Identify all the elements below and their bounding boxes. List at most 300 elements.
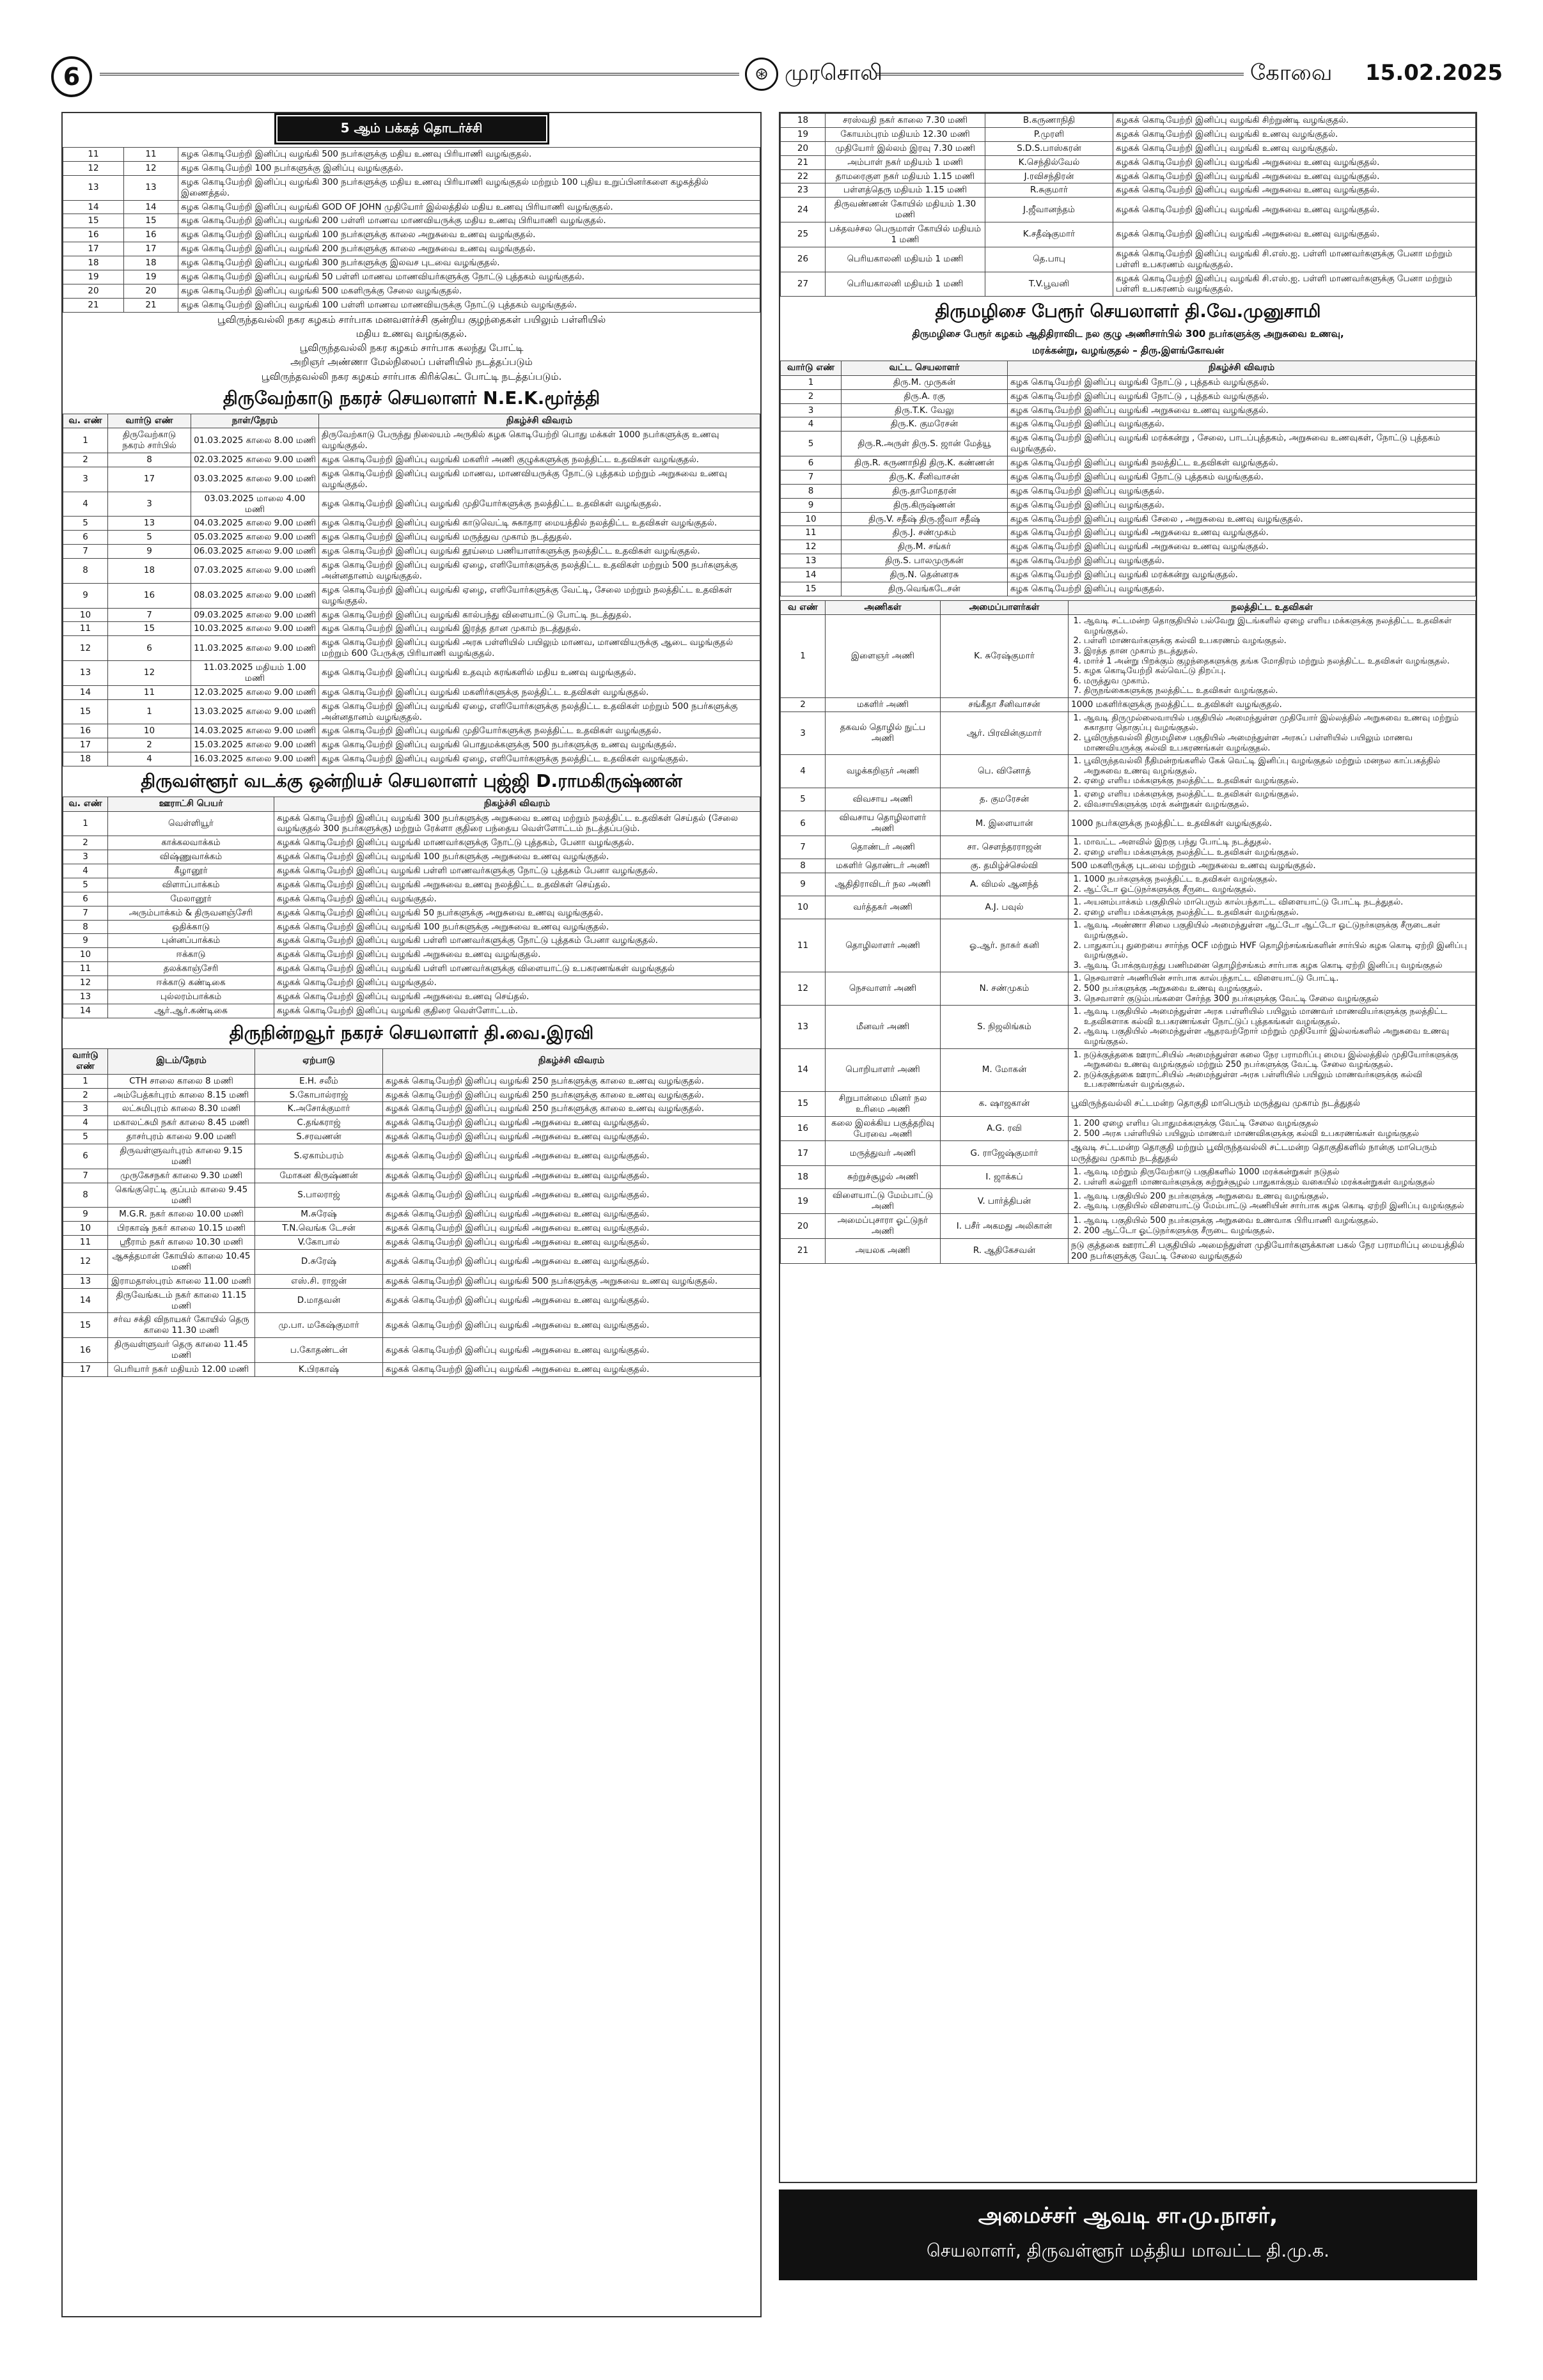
table-cell: கழகக் கொடியேற்றி இனிப்பு வழங்கி உணவு வழங்குதல். [1113, 127, 1476, 141]
table-cell: J.ரவிசந்திரன் [985, 169, 1113, 183]
table-cell: T.V.பூவனி [985, 272, 1113, 297]
table-cell: 14 [781, 568, 842, 582]
table-cell: 11 [108, 685, 191, 699]
table-cell: 6 [63, 1144, 108, 1169]
table-cell: S. நிஜலிங்கம் [941, 1006, 1069, 1048]
note-2: மதிய உணவு வழங்குதல். [356, 327, 467, 339]
list-item: 7. திருநங்கைகளுக்கு நலத்திட்ட உதவிகள் வழங்குதல். [1084, 686, 1473, 696]
table-cell: 12 [781, 972, 826, 1006]
table-cell: கழக கொடியேற்றி இனிப்பு வழங்கி நோட்டு , புத்தகம் வழங்குதல். [1008, 375, 1476, 389]
table-cell: S.பாலராஜ் [255, 1183, 383, 1208]
table-cell: 9 [781, 498, 842, 512]
table-cell: 25 [781, 222, 826, 247]
table-cell: 1 [781, 375, 842, 389]
table-row [63, 428, 760, 453]
header-rule-right [876, 73, 1244, 75]
table-cell: கழகக் கொடியேற்றி இனிப்பு வழங்கி உணவு வழங்குதல். [1113, 141, 1476, 155]
edition-place: கோவை [1250, 60, 1333, 86]
table-cell: 3 [108, 492, 191, 517]
col-header: அணிகள் [826, 600, 941, 615]
table-row [781, 114, 1476, 128]
list-item: 1. 200 ஏழை எளிய பொதுமக்களுக்கு வேட்டி சேலை வழங்குதல் [1084, 1119, 1473, 1129]
table-cell: 2 [781, 389, 842, 403]
table-cell: திரு.வெங்கடேசன் [842, 582, 1008, 596]
table-cell: தெ.பாபு [985, 247, 1113, 272]
table-cell: 15 [108, 622, 191, 636]
table-row [781, 432, 1476, 456]
table-cell: 19 [124, 270, 178, 284]
list-item: 3. நெசவாளர் குடும்பங்களை சேர்ந்த 300 நபர்களுக்கு வேட்டி சேலை வழங்குதல் [1084, 994, 1473, 1004]
table-row [781, 375, 1476, 389]
table-cell: கழக கொடியேற்றி இனிப்பு வழங்கி ஏழை, எளியோர்களுக்கு நலத்திட்ட உதவிகள் மற்றும் 500 நபர்களுக்கு அன்னதானம் வழங்குதல். [319, 559, 760, 584]
table-cell: அம்பாள் நகர் மதியம் 1 மணி [826, 155, 985, 169]
table-cell: திருவேற்காடு நகரம் சார்பில் [108, 428, 191, 453]
table-cell: கழக கொடியேற்றி இனிப்பு வழங்கி ஏழை, எளியோர்களுக்கு வேட்டி, சேலை மற்றும் நலத்திட்ட உதவிகள் வழங்குதல். [319, 583, 760, 608]
table-cell: திரு.K. சீனிவாசன் [842, 470, 1008, 484]
benefit-list [1084, 898, 1473, 917]
list-item: 2. 500 நபர்களுக்கு அறுசுவை உணவு வழங்குதல். [1084, 984, 1473, 994]
table-cell [1069, 919, 1476, 972]
list-item: 1. அயனம்பாக்கம் பகுதியில் மாபெரும் கால்பந்தாட்ட விளையாட்டு போட்டி நடத்துதல். [1084, 898, 1473, 908]
table-cell: 21 [781, 1238, 826, 1263]
table-cell: திரு.N. தென்னரசு [842, 568, 1008, 582]
table-cell: சங்கீதா சீனிவாசன் [941, 698, 1069, 712]
table-cell: கழக கொடியேற்றி இனிப்பு வழங்கி அறுசுவை உணவு வழங்குதல். [1008, 540, 1476, 554]
table-cell: 18 [781, 1166, 826, 1189]
table-row [781, 554, 1476, 568]
table-cell: பெரியார் நகர் மதியம் 12.00 மணி [108, 1362, 255, 1376]
table-cell: அம்பேத்கர்புரம் காலை 8.15 மணி [108, 1088, 255, 1102]
table-row [63, 1088, 760, 1102]
table-cell: கழக கொடியேற்றி இனிப்பு வழங்கி 300 நபர்களுக்கு இலவச புடவை வழங்குதல். [178, 256, 760, 270]
table-cell: பூவிருந்தவல்லி சட்டமன்ற தொகுதி மாபெரும் மருத்துவ முகாம் நடத்துதல் [1069, 1091, 1476, 1116]
table-cell: மகாலட்சுமி நகர் காலை 8.45 மணி [108, 1116, 255, 1130]
table-cell: 9 [63, 934, 108, 948]
list-item: 1. 1000 நபர்களுக்கு நலத்திட்ட உதவிகள் வழங்குதல். [1084, 875, 1473, 885]
table-cell: M.G.R. நகர் காலை 10.00 மணி [108, 1208, 255, 1222]
table-cell: கழகக் கொடியேற்றி இனிப்பு வழங்கி சி.எஸ்.ஐ. பள்ளி மாணவர்களுக்கு பேனா மற்றும் பள்ளி உபகரணம் வழங்குதல். [1113, 272, 1476, 297]
table-cell: 22 [781, 169, 826, 183]
table-cell: கோயம்புரம் மதியம் 12.30 மணி [826, 127, 985, 141]
table-cell [1069, 615, 1476, 698]
col-header: நிகழ்ச்சி விவரம் [274, 797, 760, 812]
table-cell: கழக கொடியேற்றி இனிப்பு வழங்கி ஏழை, எளியோர்களுக்கு நலத்திட்ட உதவிகள் வழங்குதல். [319, 752, 760, 766]
table-cell: ஒதிக்காடு [108, 920, 274, 934]
table-cell: 4 [63, 864, 108, 878]
col-header: நிகழ்ச்சி விவரம் [1008, 361, 1476, 376]
table-cell: இராமதாஸ்புரம் காலை 11.00 மணி [108, 1274, 255, 1288]
table-cell: 9 [108, 545, 191, 559]
table-thiruninravur [63, 1048, 760, 1377]
table-cell: 13.03.2025 காலை 9.00 மணி [191, 699, 319, 724]
table-cell: கழகக் கொடியேற்றி இனிப்பு வழங்கி அறுசுவை உணவு வழங்குதல். [274, 948, 760, 962]
table-cell: 15 [63, 1313, 108, 1338]
table-cell: K. சுரேஷ்குமார் [941, 615, 1069, 698]
table-cell: 11 [63, 148, 124, 162]
table-cell: பொறியாளர் அணி [826, 1048, 941, 1091]
table-row [781, 836, 1476, 859]
table-cell: மகளிர் அணி [826, 698, 941, 712]
table-cell: கழக கொடியேற்றி இனிப்பு வழங்கி அறுசுவை உணவு வழங்குதல். [1008, 403, 1476, 417]
left-column [61, 112, 762, 2317]
list-item: 2. விவசாயிகளுக்கு மரக் கன்றுகள் வழங்குதல். [1084, 800, 1473, 810]
table-cell: K.பிரகாஷ் [255, 1362, 383, 1376]
table-cell: ஈக்காடு [108, 948, 274, 962]
table-cell: கழக கொடியேற்றி இனிப்பு வழங்குதல். [1008, 484, 1476, 498]
table-cell: தாசர்புரம் காலை 9.00 மணி [108, 1130, 255, 1144]
table-cell: கழக கொடியேற்றி இனிப்பு வழங்கி நோட்டு , புத்தகம் வழங்குதல். [1008, 389, 1476, 403]
table-cell: C.தங்கராஜ் [255, 1116, 383, 1130]
table-cell: 2 [108, 738, 191, 752]
table-row [63, 962, 760, 976]
table-cell: 6 [781, 456, 842, 471]
right-column [779, 112, 1477, 2183]
table-cell: திருவேங்கடம் நகர் காலை 11.15 மணி [108, 1288, 255, 1313]
table-row [781, 896, 1476, 919]
benefit-list [1084, 921, 1473, 970]
table-cell [1069, 873, 1476, 896]
table-row [63, 492, 760, 517]
table-cell: அமைப்புசாரா ஓட்டுநர் அணி [826, 1214, 941, 1239]
list-item: 2. ஏழை எளிய மக்களுக்கு நலத்திட்ட உதவிகள் வழங்குதல். [1084, 908, 1473, 918]
table-row [63, 200, 760, 214]
table-cell: 8 [781, 484, 842, 498]
table-cell: புன்னப்பாக்கம் [108, 934, 274, 948]
table-cell: 18 [63, 256, 124, 270]
table-cell: முதியோர் இல்லம் இரவு 7.30 மணி [826, 141, 985, 155]
table-cell: 21 [63, 298, 124, 312]
col-header: ஊராட்சி பெயர் [108, 797, 274, 812]
table-cell: கழகக் கொடியேற்றி இனிப்பு வழங்கி சி.எஸ்.ஐ. பள்ளி மாணவர்களுக்கு பேனா மற்றும் பள்ளி உபகரணம் வழங்குதல். [1113, 247, 1476, 272]
table-cell: 02.03.2025 காலை 9.00 மணி [191, 453, 319, 467]
table-cell: கழக கொடியேற்றி இனிப்பு வழங்கி 300 நபர்களுக்கு மதிய உணவு பிரியாணி வழங்குதல் மற்றும் 100 புதிய உறுப்பினர்களை கழகத்தில் இணைத்தல். [178, 175, 760, 200]
table-row [781, 1091, 1476, 1116]
table-cell: 11 [781, 919, 826, 972]
table-cell: M. மோகன் [941, 1048, 1069, 1091]
table-cell: K.சதீஷ்குமார் [985, 222, 1113, 247]
table-cell: ஆர்.ஆர்.கண்டிகை [108, 1004, 274, 1018]
table-cell: R. ஆதிகேசவன் [941, 1238, 1069, 1263]
table-cell: கழக கொடியேற்றி இனிப்பு வழங்கி மாணவ, மாணவியருக்கு நோட்டு புத்தகம் மற்றும் அறுசுவை உணவு வழங்குதல். [319, 467, 760, 492]
table-cell: திரு.K. குமரேசன் [842, 417, 1008, 432]
table-cell: 12 [63, 976, 108, 990]
table-cell: கழகக் கொடியேற்றி இனிப்பு வழங்கி அறுசுவை உணவு வழங்குதல். [383, 1144, 760, 1169]
table-cell: கழகக் கொடியேற்றி இனிப்பு வழங்கி அறுசுவை உணவு வழங்குதல். [1113, 183, 1476, 198]
list-item: 1. ஆவடி பகுதியில் 500 நபர்களுக்கு அறுசுவை உணவாக பிரியாணி வழங்குதல். [1084, 1216, 1473, 1226]
table-cell: 6 [781, 811, 826, 836]
table-row [63, 1102, 760, 1116]
table-cell: 16 [781, 1116, 826, 1141]
note-3: பூவிருந்தவல்லி நகர கழகம் சார்பாக கலந்து போட்டி [299, 342, 524, 354]
table-cell: 17 [781, 1141, 826, 1166]
table-cell: 17 [63, 738, 108, 752]
table-row [63, 1236, 760, 1250]
table-cell: T.N.வெங்க டேசன் [255, 1222, 383, 1236]
table-cell: 2 [781, 698, 826, 712]
table-row [781, 540, 1476, 554]
table-cell: கழக கொடியேற்றி இனிப்பு வழங்கி கால்பந்து விளையாட்டு போட்டி நடத்துதல். [319, 608, 760, 622]
table-row [63, 228, 760, 242]
table-row [63, 559, 760, 584]
section-title-thiruninravur: திருநின்றவூர் நகரச் செயலாளர் தி.வை.இரவி [229, 1022, 594, 1043]
table-row [63, 453, 760, 467]
table-cell: கழக கொடியேற்றி இனிப்பு வழங்கி 100 பள்ளி மாணவ மாணவியருக்கு நோட்டு புத்தகம் வழங்குதல். [178, 298, 760, 312]
table-cell: 1 [63, 428, 108, 453]
table-cell: 14 [63, 200, 124, 214]
table-row [63, 270, 760, 284]
table-cell: S.கோபால்ராஜ் [255, 1088, 383, 1102]
table-cell: B.கருணாநிதி [985, 114, 1113, 128]
table-cell: 13 [781, 554, 842, 568]
table-cell: விவசாய தொழிலாளர் அணி [826, 811, 941, 836]
col-header: நாள்/நேரம் [191, 414, 319, 428]
table-cell: 7 [108, 608, 191, 622]
table-row [63, 976, 760, 990]
table-cell: கு. தமிழ்ச்செல்வி [941, 859, 1069, 873]
table-cell: 5 [781, 432, 842, 456]
table-cell: கழகக் கொடியேற்றி இனிப்பு வழங்கி அறுசுவை உணவு வழங்குதல். [383, 1130, 760, 1144]
table-row [781, 1006, 1476, 1048]
benefit-list [1084, 1216, 1473, 1236]
table-row [63, 531, 760, 545]
list-item: 1. ஆவடி மற்றும் திருவேற்காடு பகுதிகளில் 1000 மரக்கன்றுகள் நடுதல் [1084, 1167, 1473, 1178]
section-subtitle-line-1: திருமழிசை பேரூர் கழகம் ஆதிதிராவிட நல குழு அணிசார்பில் 300 நபர்களுக்கு அறுசுவை உணவு, [912, 328, 1344, 340]
col-header: வ. எண் [63, 797, 108, 812]
list-item: 2. பள்ளி கல்லூரி மாணவர்களுக்கு சுற்றுச்சூழல் பாதுகாக்கும் வகையில் மரக்கன்றுகள் வழங்குதல் [1084, 1178, 1473, 1188]
list-item: 2. 500 அரசு பள்ளியில் பயிலும் மாணவர் மாணவிகளுக்கு கல்வி உபகரணங்கள் வழங்குதல் [1084, 1129, 1473, 1139]
table-cell: திருவேற்காடு பேருந்து நிலையம் அருகில் கழக கொடியேற்றி பொது மக்கள் 1000 நபர்களுக்கு உணவு வழங்குதல். [319, 428, 760, 453]
table-row [781, 484, 1476, 498]
table-cell: 16 [108, 583, 191, 608]
table-row [781, 1166, 1476, 1189]
table-cell: 14 [63, 685, 108, 699]
table-cell: பிரகாஷ் நகர் காலை 10.15 மணி [108, 1222, 255, 1236]
table-cell: M. இளையான் [941, 811, 1069, 836]
table-row [781, 526, 1476, 540]
table-row [781, 972, 1476, 1006]
table-cell: நெசவாளர் அணி [826, 972, 941, 1006]
table-cell: கழக கொடியேற்றி இனிப்பு வழங்கி தூய்மை பணியாளர்களுக்கு நலத்திட்ட உதவிகள் வழங்குதல். [319, 545, 760, 559]
list-item: 4. மார்ச் 1 அன்று பிறக்கும் குழந்தைகளுக்கு தங்க மோதிரம் மற்றும் நலத்திட்ட உதவிகள் வழங்குதல். [1084, 657, 1473, 667]
table-cell: 3 [63, 467, 108, 492]
table-cell: சா. சௌந்தரராஜன் [941, 836, 1069, 859]
table-cell [1069, 788, 1476, 811]
table-cell: 18 [124, 256, 178, 270]
table-cell: 1 [63, 811, 108, 836]
table-cell: 10.03.2025 காலை 9.00 மணி [191, 622, 319, 636]
table-row [781, 1238, 1476, 1263]
table-cell: லட்சுமிபுரம் காலை 8.30 மணி [108, 1102, 255, 1116]
table-cell [1069, 1116, 1476, 1141]
table-row [63, 256, 760, 270]
table-cell: 26 [781, 247, 826, 272]
table-cell: 11 [63, 622, 108, 636]
list-item: 1. ஆவடி பகுதியில் 200 நபர்களுக்கு அறுசுவை உணவு வழங்குதல். [1084, 1192, 1473, 1202]
table-wards-11-21 [63, 147, 760, 313]
table-row [781, 417, 1476, 432]
table-row [63, 1222, 760, 1236]
table-cell: கழக கொடியேற்றி இனிப்பு வழங்குதல். [1008, 417, 1476, 432]
table-cell: 15.03.2025 காலை 9.00 மணி [191, 738, 319, 752]
table-cell: கழக கொடியேற்றி இனிப்பு வழங்கி முதியோர்களுக்கு நலத்திட்ட உதவிகள் வழங்குதல். [319, 724, 760, 738]
col-header: வார்டு எண் [781, 361, 842, 376]
table-cell: 03.03.2025 காலை 9.00 மணி [191, 467, 319, 492]
table-row [63, 1144, 760, 1169]
table-cell: இளைஞர் அணி [826, 615, 941, 698]
col-header: வார்டு எண் [63, 1048, 108, 1074]
table-cell: 13 [63, 175, 124, 200]
table-row [63, 892, 760, 906]
table-cell: R.சுகுமார் [985, 183, 1113, 198]
table-cell: திரு.M. சங்கர் [842, 540, 1008, 554]
table-cell: கழக கொடியேற்றி இனிப்பு வழங்கி 50 பள்ளி மாணவ மாணவியர்களுக்கு நோட்டு புத்தகம் வழங்குதல். [178, 270, 760, 284]
table-cell: கழகக் கொடியேற்றி இனிப்பு வழங்கி குதிரை வெள்ளோட்டம். [274, 1004, 760, 1018]
table-cell: 1 [108, 699, 191, 724]
table-cell: ஸ்ரீராம் நகர் காலை 10.30 மணி [108, 1236, 255, 1250]
table-row [63, 699, 760, 724]
table-cell: மீனவர் அணி [826, 1006, 941, 1048]
table-row [63, 836, 760, 850]
table-cell: கழக கொடியேற்றி இனிப்பு வழங்கி அரசு பள்ளியில் பயிலும் மாணவ, மாணவியருக்கு ஆடை வழங்குதல் மற்றும் 600 பேருக்கு பிரியாணி வழங்குதல். [319, 636, 760, 661]
table-cell [1069, 755, 1476, 788]
table-cell: I. ஜாக்கப் [941, 1166, 1069, 1189]
table-cell: கழகக் கொடியேற்றி இனிப்பு வழங்கி அறுசுவை உணவு வழங்குதல். [1113, 198, 1476, 222]
table-cell: 12.03.2025 காலை 9.00 மணி [191, 685, 319, 699]
table-cell: புல்லரம்பாக்கம் [108, 990, 274, 1004]
benefit-list [1084, 789, 1473, 809]
table-cell: கழக கொடியேற்றி இனிப்பு வழங்கி 200 நபர்களுக்கு காலை அறுசுவை உணவு வழங்குதல். [178, 242, 760, 256]
table-cell: கழக கொடியேற்றி இனிப்பு வழங்குதல். [1008, 582, 1476, 596]
table-cell: வர்த்தகர் அணி [826, 896, 941, 919]
table-cell: திருவள்ளுவர்புரம் காலை 9.15 மணி [108, 1144, 255, 1169]
table-row [63, 661, 760, 686]
list-item: 6. மருத்துவ முகாம். [1084, 676, 1473, 687]
table-cell: 03.03.2025 மாலை 4.00 மணி [191, 492, 319, 517]
table-cell: சுற்றுச்சூழல் அணி [826, 1166, 941, 1189]
table-row [781, 712, 1476, 754]
table-row [63, 1183, 760, 1208]
table-cell: 11 [63, 1236, 108, 1250]
table-row [781, 198, 1476, 222]
table-cell: கழகக் கொடியேற்றி இனிப்பு வழங்கி 250 நபர்களுக்கு காலை உணவு வழங்குதல். [383, 1074, 760, 1088]
table-cell: பெரியகாலனி மதியம் 1 மணி [826, 247, 985, 272]
table-cell: N. சண்முகம் [941, 972, 1069, 1006]
edition-date: 15.02.2025 [1365, 60, 1503, 86]
benefit-list [1084, 1119, 1473, 1139]
table-cell: நடு குத்தகை ஊராட்சி பகுதியில் அமைந்துள்ள முதியோர்களுக்கான பகல் நேர பராமரிப்பு மையத்தில் 200 நபர்களுக்கு வேட்டி சேலை வழங்குதல் [1069, 1238, 1476, 1263]
table-cell: 14 [124, 200, 178, 214]
table-cell: கீழானூர் [108, 864, 274, 878]
table-row [63, 636, 760, 661]
section-title-thiruverkadu: திருவேற்காடு நகரச் செயலாளர் N.E.K.மூர்த்தி [223, 387, 600, 408]
table-cell: கழக கொடியேற்றி இனிப்பு வழங்கி நோட்டு புத்தகம் வழங்குதல். [1008, 470, 1476, 484]
table-cell: 10 [781, 512, 842, 526]
table-cell: 01.03.2025 காலை 8.00 மணி [191, 428, 319, 453]
table-cell: 18 [63, 752, 108, 766]
table-cell: கழகக் கொடியேற்றி இனிப்பு வழங்கி அறுசுவை உணவு செய்தல். [274, 990, 760, 1004]
list-item: 2. ஆட்டோ ஓட்டுநர்களுக்கு சீருடை வழங்குதல். [1084, 885, 1473, 895]
table-cell: 2 [63, 836, 108, 850]
table-cell: கழகக் கொடியேற்றி இனிப்பு வழங்கி மாணவர்களுக்கு நோட்டு புத்தகம், பேனா வழங்குதல். [274, 836, 760, 850]
table-cell: மகளிர் தொண்டர் அணி [826, 859, 941, 873]
table-cell: 13 [63, 990, 108, 1004]
list-item: 5. கழக கொடியேற்றி கல்வெட்டு திறப்பு. [1084, 666, 1473, 676]
table-cell: தொழிலாளர் அணி [826, 919, 941, 972]
col-header: ஏற்பாடு [255, 1048, 383, 1074]
table-cell: திரு.R. கருணாநிதி திரு.K. கண்ணன் [842, 456, 1008, 471]
list-item: 2. ஆவடி பகுதியில் அமைந்துள்ள ஆதரவற்றோர் மற்றும் முதியோர் இல்லங்களில் அறுசுவை உணவு வழங்குதல். [1084, 1027, 1473, 1046]
table-cell: கழகக் கொடியேற்றி இனிப்பு வழங்கி சிற்றுண்டி வழங்குதல். [1113, 114, 1476, 128]
section-subtitle-line-2: மரக்கன்று, வழங்குதல் – திரு.இளங்கோவன் [1031, 344, 1225, 356]
table-cell: 13 [781, 1006, 826, 1048]
col-header: வ. எண் [63, 414, 108, 428]
col-header: இடம்/நேரம் [108, 1048, 255, 1074]
benefit-list [1084, 713, 1473, 753]
note-1: பூவிருந்தவல்லி நகர கழகம் சார்பாக மனவளர்ச்சி குன்றிய குழந்தைகள் பயிலும் பள்ளியில் [217, 313, 606, 325]
table-row [63, 948, 760, 962]
table-cell: கழகக் கொடியேற்றி இனிப்பு வழங்கி பள்ளி மாணவர்களுக்கு நோட்டு புத்தகம் பேனா வழங்குதல். [274, 864, 760, 878]
table-cell: 4 [108, 752, 191, 766]
table-row [63, 1274, 760, 1288]
table-cell: கழகக் கொடியேற்றி இனிப்பு வழங்கி அறுசுவை உணவு வழங்குதல். [383, 1183, 760, 1208]
table-cell: 3 [781, 712, 826, 754]
benefit-list [1084, 1192, 1473, 1211]
table-cell: 7 [63, 906, 108, 920]
table-cell: 07.03.2025 காலை 9.00 மணி [191, 559, 319, 584]
col-header: வார்டு எண் [108, 414, 191, 428]
table-cell: கழக கொடியேற்றி இனிப்பு வழங்கி GOD OF JOHN முதியோர் இல்லத்தில் மதிய உணவு பிரியாணி வழங்குதல். [178, 200, 760, 214]
benefit-list [1084, 616, 1473, 696]
table-cell [1069, 1166, 1476, 1189]
list-item: 1. ஆவடி திருமுல்லைவாயில் பகுதியில் அமைந்துள்ள முதியோர் இல்லத்தில் அறுசுவை உணவு மற்றும் சுகாதார தொகுப்பு வழங்குதல். [1084, 713, 1473, 733]
table-cell [1069, 972, 1476, 1006]
table-cell: 15 [63, 699, 108, 724]
list-item: 2. ஏழை எளிய மக்களுக்கு நலத்திட்ட உதவிகள் வழங்குதல். [1084, 848, 1473, 858]
table-cell: 16.03.2025 காலை 9.00 மணி [191, 752, 319, 766]
table-cell: 7 [63, 1169, 108, 1183]
table-cell: கழக கொடியேற்றி இனிப்பு வழங்கி ஏழை, எளியோர்களுக்கு நலத்திட்ட உதவிகள் மற்றும் 500 நபர்களுக்கு அன்னதானம் வழங்குதல். [319, 699, 760, 724]
table-cell: 19 [781, 127, 826, 141]
benefit-list [1084, 837, 1473, 857]
table-wings [780, 600, 1476, 1264]
paper-name: முரசொலி [785, 60, 882, 86]
table-row [781, 512, 1476, 526]
table-cell: 8 [781, 859, 826, 873]
table-cell: 20 [63, 284, 124, 298]
table-cell: மு.பா. மகேஷ்குமார் [255, 1313, 383, 1338]
list-item: 3. ஆவடி போக்குவரத்து பணிமனை தொழிற்சங்கம் சார்பாக கழக கொடி ஏற்றி இனிப்பு வழங்குதல் [1084, 961, 1473, 971]
table-cell [1069, 1189, 1476, 1214]
table-cell: 16 [63, 724, 108, 738]
table-cell: 13 [124, 175, 178, 200]
table-row [63, 583, 760, 608]
table-cell: கழகக் கொடியேற்றி இனிப்பு வழங்கி அறுசுவை உணவு வழங்குதல். [383, 1236, 760, 1250]
table-cell: சரஸ்வதி நகர் காலை 7.30 மணி [826, 114, 985, 128]
section-title-tiruvallur-north: திருவள்ளூர் வடக்கு ஒன்றியச் செயலாளர் புஜ்ஜி D.ராமகிருஷ்ணன் [141, 770, 682, 791]
table-row [63, 1169, 760, 1183]
list-item: 2. ஏழை எளிய மக்களுக்கு நலத்திட்ட உதவிகள் வழங்குதல். [1084, 776, 1473, 786]
table-cell: முருகேசநகர் காலை 9.30 மணி [108, 1169, 255, 1183]
benefit-list [1084, 1167, 1473, 1187]
benefit-list [1084, 1007, 1473, 1046]
table-row [63, 724, 760, 738]
table-row [63, 1313, 760, 1338]
table-cell: 21 [124, 298, 178, 312]
table-cell: கழக கொடியேற்றி 100 நபர்களுக்கு இனிப்பு வழங்குதல். [178, 161, 760, 175]
table-cell: தாமரைகுள நகர் மதியம் 1.15 மணி [826, 169, 985, 183]
table-row [781, 183, 1476, 198]
table-cell: கழக கொடியேற்றி இனிப்பு வழங்கி மரக்கன்று வழங்குதல். [1008, 568, 1476, 582]
